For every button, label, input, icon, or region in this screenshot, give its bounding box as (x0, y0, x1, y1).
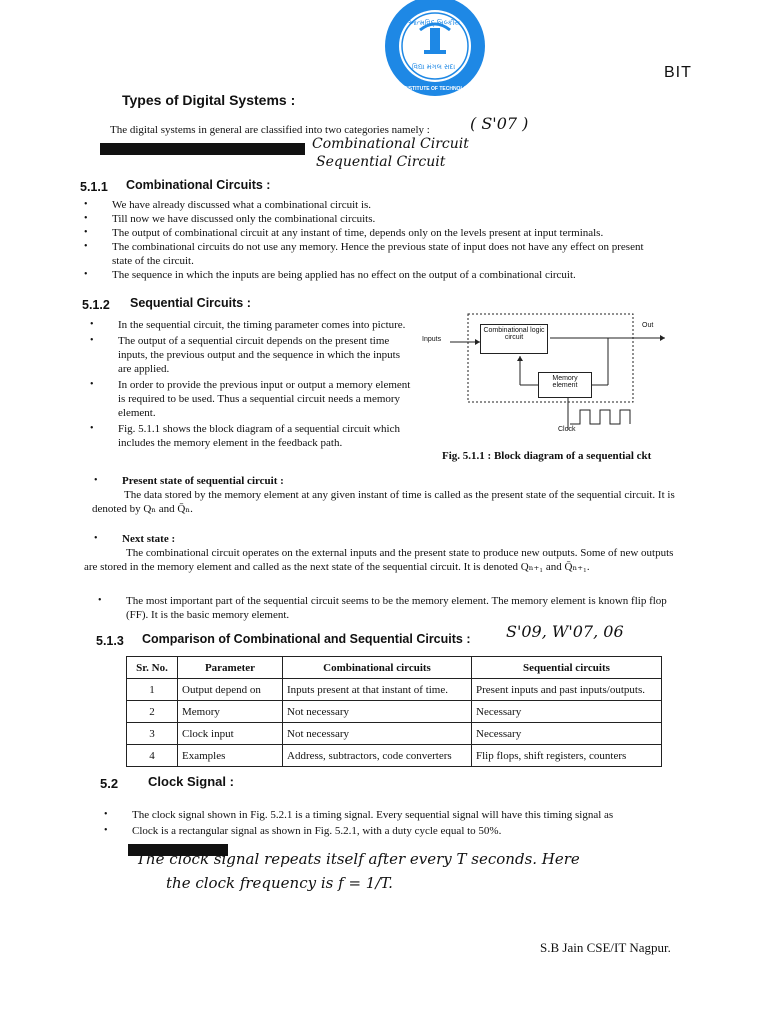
list-item: • The output of combinational circuit at any instant of time, depends only on the levels present at input terminals. (112, 226, 662, 240)
table-cell: 2 (127, 701, 178, 723)
table-row (127, 679, 662, 701)
list-item: • Till now we have discussed only the combinational circuits. (112, 212, 662, 226)
next-state-text: The combinational circuit operates on the external inputs and the present state to produce new outputs. Some of new outputs are stored in the memory element and called as the next state of the sequential circuit. It is denoted Qₙ₊₁ and Q̄ₙ₊₁. (84, 547, 674, 573)
diagram-out-label: Out (642, 322, 654, 329)
handwritten-clock-note-2: the clock frequency is f = 1/T. (166, 874, 393, 892)
table-header: Sequential circuits (472, 657, 662, 679)
diagram-clock-label: Clock (558, 426, 576, 433)
list-item: • We have already discussed what a combinational circuit is. (112, 198, 662, 212)
list-item: • Fig. 5.1.1 shows the block diagram of a sequential circuit which includes the memory element in the feedback path. (118, 422, 416, 450)
table-cell: Clock input (178, 723, 283, 745)
handwritten-comparison-years: S'09, W'07, 06 (506, 622, 624, 641)
section-title-sequential: Sequential Circuits : (130, 296, 251, 310)
table-header: Sr. No. (127, 657, 178, 679)
table-cell: Necessary (472, 701, 662, 723)
table-cell: Necessary (472, 723, 662, 745)
list-item: • The sequence in which the inputs are being applied has no effect on the output of a combinational circuit. (112, 268, 662, 282)
section-intro: The digital systems in general are classified into two categories namely : (110, 124, 430, 136)
section-number-5-1-2: 5.1.2 (82, 298, 110, 312)
list-item: • In order to provide the previous input or output a memory element is required to be used. Thus a sequential circuit needs a memory element. (118, 378, 416, 420)
table-row (127, 745, 662, 767)
comparison-table (126, 656, 662, 767)
present-state-head: Present state of sequential circuit : (122, 475, 284, 487)
memory-list (126, 594, 686, 622)
list-item: • The output of a sequential circuit depends on the present time inputs, the previous output and the sequence in which the inputs are applied. (118, 334, 416, 376)
section-number-5-1-1: 5.1.1 (80, 180, 108, 194)
combinational-bullets (112, 198, 662, 282)
next-state-head: Next state : (122, 533, 176, 545)
list-item: • In the sequential circuit, the timing parameter comes into picture. (118, 318, 416, 332)
list-item: • The most important part of the sequential circuit seems to be the memory element. The memory element is known flip flop (FF). It is the basic memory element. (126, 594, 686, 622)
table-cell: Not necessary (283, 723, 472, 745)
list-item (122, 474, 682, 488)
section-number-5-1-3: 5.1.3 (96, 634, 124, 648)
logo-text-ring: BAJAJ INSTITUTE OF TECHNOLOGY (386, 86, 475, 92)
table-cell: Not necessary (283, 701, 472, 723)
present-state-text: The data stored by the memory element at any given instant of time is called as the present state of the sequential circuit. It is denoted by Qₙ and Q̄ₙ. (92, 489, 675, 515)
handwritten-year: ( S'07 ) (470, 114, 529, 133)
handwritten-clock-note-1: The clock signal repeats itself after every T seconds. Here (136, 850, 580, 868)
corner-mark: BIT (664, 64, 692, 81)
table-row (127, 701, 662, 723)
section-number-5-2: 5.2 (100, 776, 119, 791)
table-header-row (127, 657, 662, 679)
section-title-clock: Clock Signal : (148, 774, 234, 789)
table-header: Parameter (178, 657, 283, 679)
diagram-inputs-label: Inputs (422, 336, 442, 343)
list-item (122, 532, 682, 546)
table-cell: 4 (127, 745, 178, 767)
table-cell: Examples (178, 745, 283, 767)
table-cell: Memory (178, 701, 283, 723)
handwritten-item-sequential: Sequential Circuit (316, 154, 446, 170)
list-item: • The clock signal shown in Fig. 5.2.1 is a timing signal. Every sequential signal will have this timing signal as (132, 808, 672, 822)
table-cell: 1 (127, 679, 178, 701)
table-cell: Address, subtractors, code converters (283, 745, 472, 767)
list-item: • Clock is a rectangular signal as shown in Fig. 5.2.1, with a duty cycle equal to 50%. (132, 824, 672, 838)
logo-text-bottom: વિદ્યા મંગલ સદા (412, 64, 456, 71)
figure-caption: Fig. 5.1.1 : Block diagram of a sequential ckt (442, 450, 652, 462)
table-cell: Flip flops, shift registers, counters (472, 745, 662, 767)
redaction-bar (100, 143, 305, 155)
section-title-comparison: Comparison of Combinational and Sequential Circuits : (142, 632, 471, 646)
clock-bullets (132, 808, 672, 838)
table-cell: Inputs present at that instant of time. (283, 679, 472, 701)
table-cell: Present inputs and past inputs/outputs. (472, 679, 662, 701)
table-cell: Output depend on (178, 679, 283, 701)
table-cell: 3 (127, 723, 178, 745)
footer-credit: S.B Jain CSE/IT Nagpur. (540, 940, 671, 955)
sequential-bullets (118, 318, 416, 450)
table-row (127, 723, 662, 745)
combinational-logic-block: Combinational logic circuit (480, 324, 548, 354)
block-diagram (420, 310, 670, 445)
present-state-list (122, 474, 682, 488)
logo-text-top: આત્મવિદ્ બિલ્કીય (408, 20, 461, 27)
next-state-list (122, 532, 682, 546)
memory-element-block: Memory element (538, 372, 592, 398)
institute-logo (372, 0, 498, 100)
list-item: • The combinational circuits do not use any memory. Hence the previous state of input does not have any effect on present state of the circuit. (112, 240, 662, 268)
section-title-combinational: Combinational Circuits : (126, 178, 271, 192)
table-header: Combinational circuits (283, 657, 472, 679)
section-title-types: Types of Digital Systems : (122, 92, 296, 108)
handwritten-item-combinational: Combinational Circuit (312, 136, 469, 152)
